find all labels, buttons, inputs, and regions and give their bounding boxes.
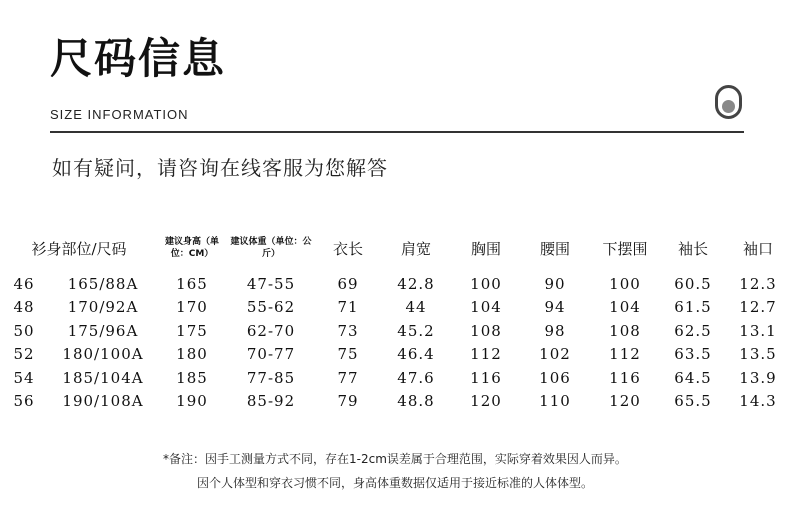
col-header-cuff: 袖口 <box>742 239 773 258</box>
cell: 12.3 <box>739 274 777 293</box>
cell: 54 <box>13 368 35 387</box>
cell: 180 <box>176 345 208 364</box>
table-row <box>0 366 790 390</box>
cell: 94 <box>544 298 566 317</box>
cell: 112 <box>609 345 641 364</box>
col-header-hem: 下摆围 <box>602 239 648 258</box>
table-row <box>0 319 790 343</box>
cell: 14.3 <box>739 392 777 411</box>
cell: 110 <box>539 392 571 411</box>
cell: 42.8 <box>397 274 435 293</box>
cell: 190 <box>176 392 208 411</box>
cell: 175 <box>176 321 208 340</box>
toggle-knob <box>722 100 735 113</box>
cell: 100 <box>470 274 502 293</box>
size-table <box>0 224 790 413</box>
footnote-line-1: *备注：因手工测量方式不同，存在1-2cm误差属于合理范围，实际穿着效果因人而异。 <box>163 452 627 466</box>
cell: 73 <box>337 321 359 340</box>
cell: 116 <box>609 368 641 387</box>
cell: 120 <box>470 392 502 411</box>
col-header-shoulder: 肩宽 <box>400 239 431 258</box>
header-divider <box>50 131 744 133</box>
cell: 62-70 <box>246 321 296 340</box>
table-row <box>0 390 790 414</box>
col-header-height: 建议身高（单位：CM） <box>164 237 219 259</box>
cell: 47.6 <box>397 368 435 387</box>
cell: 102 <box>539 345 571 364</box>
col-header-length: 衣长 <box>332 239 363 258</box>
cell: 60.5 <box>674 274 712 293</box>
cell: 64.5 <box>674 368 712 387</box>
cell: 55-62 <box>246 298 296 317</box>
cell: 185 <box>176 368 208 387</box>
cell: 12.7 <box>739 298 777 317</box>
cell: 98 <box>544 321 566 340</box>
cell: 56 <box>13 392 35 411</box>
col-header-chest: 胸围 <box>470 239 501 258</box>
cell: 70-77 <box>246 345 296 364</box>
table-row <box>0 272 790 296</box>
cell: 170 <box>176 298 208 317</box>
cell: 116 <box>470 368 502 387</box>
cell: 100 <box>609 274 641 293</box>
col-header-waist: 腰围 <box>539 239 570 258</box>
page-title: 尺码信息 <box>50 34 227 83</box>
cell: 63.5 <box>674 345 712 364</box>
cell: 106 <box>539 368 571 387</box>
toggle-switch-icon <box>715 85 742 119</box>
table-row <box>0 296 790 320</box>
cell: 180/100A <box>62 345 144 364</box>
cell: 13.1 <box>739 321 777 340</box>
size-table-header-row <box>0 224 790 272</box>
col-header-sleeve-length: 袖长 <box>677 239 708 258</box>
cell: 62.5 <box>674 321 712 340</box>
cell: 112 <box>470 345 502 364</box>
cell: 120 <box>609 392 641 411</box>
col-header-weight: 建议体重（单位：公斤） <box>230 237 312 259</box>
cell: 61.5 <box>674 298 712 317</box>
cell: 48 <box>13 298 35 317</box>
cell: 77 <box>337 368 359 387</box>
cell: 52 <box>13 345 35 364</box>
footnote-line-2: 因个人体型和穿衣习惯不同，身高体重数据仅适用于接近标准的人体体型。 <box>196 476 593 490</box>
cell: 46.4 <box>397 345 435 364</box>
cell: 45.2 <box>397 321 435 340</box>
cell: 71 <box>337 298 359 317</box>
cell: 170/92A <box>67 298 139 317</box>
cell: 108 <box>609 321 641 340</box>
cell: 108 <box>470 321 502 340</box>
cell: 104 <box>609 298 641 317</box>
table-row <box>0 343 790 367</box>
col-header-size: 衫身部位/尺码 <box>31 239 127 258</box>
cell: 13.9 <box>739 368 777 387</box>
cell: 90 <box>544 274 566 293</box>
cell: 175/96A <box>67 321 139 340</box>
cell: 44 <box>405 298 427 317</box>
service-message: 如有疑问，请咨询在线客服为您解答 <box>52 156 388 180</box>
cell: 165 <box>176 274 208 293</box>
cell: 104 <box>470 298 502 317</box>
cell: 75 <box>337 345 359 364</box>
cell: 46 <box>13 274 35 293</box>
cell: 190/108A <box>62 392 144 411</box>
cell: 77-85 <box>246 368 296 387</box>
cell: 50 <box>13 321 35 340</box>
cell: 13.5 <box>739 345 777 364</box>
cell: 165/88A <box>67 274 139 293</box>
cell: 48.8 <box>397 392 435 411</box>
page-subtitle: SIZE INFORMATION <box>50 107 189 122</box>
cell: 65.5 <box>674 392 712 411</box>
cell: 79 <box>337 392 359 411</box>
cell: 69 <box>337 274 359 293</box>
cell: 185/104A <box>62 368 144 387</box>
cell: 47-55 <box>246 274 296 293</box>
cell: 85-92 <box>246 392 296 411</box>
